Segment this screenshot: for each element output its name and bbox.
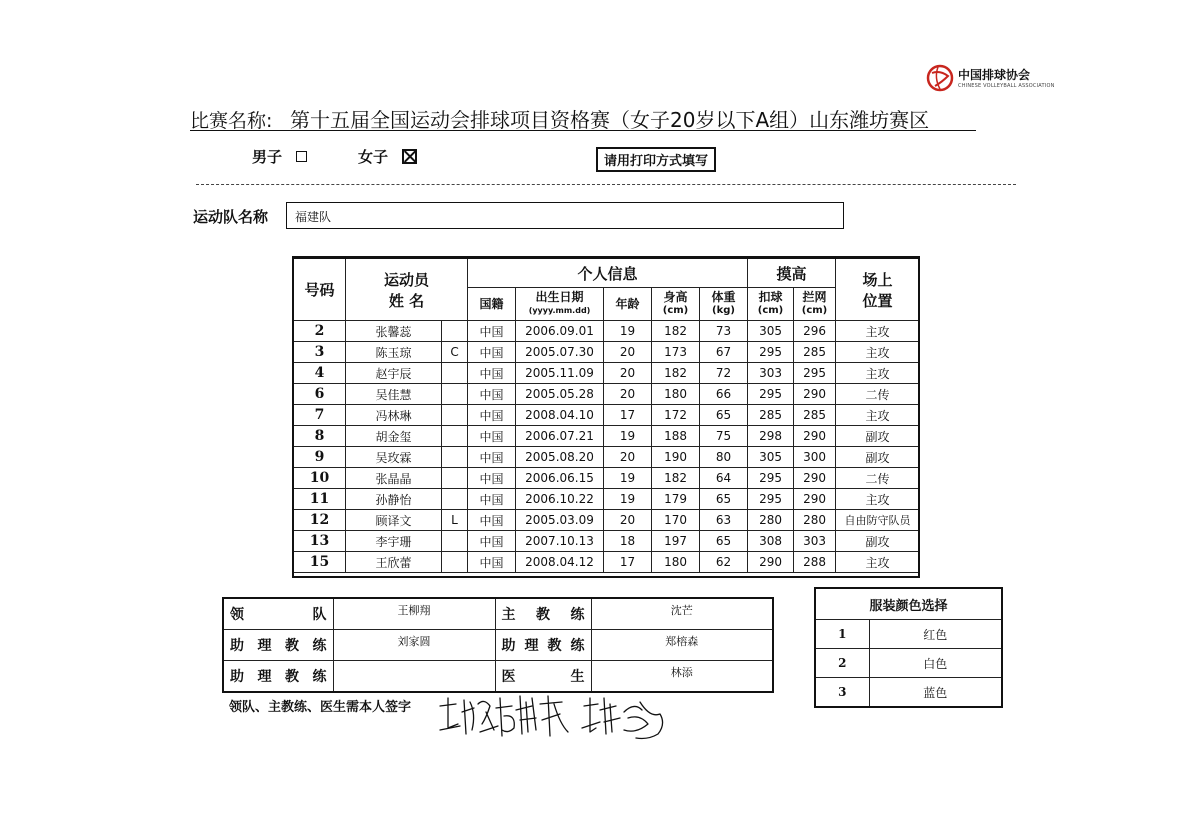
color-index-2: 2 [815, 649, 869, 678]
header-nationality: 国籍 [468, 288, 516, 321]
cell-mark [442, 426, 468, 447]
cell-name: 赵宇辰 [346, 363, 442, 384]
cell-name: 孙静怡 [346, 489, 442, 510]
cell-nationality: 中国 [468, 426, 516, 447]
cell-age: 20 [604, 342, 652, 363]
cell-birth: 2005.03.09 [516, 510, 604, 531]
cell-weight: 63 [700, 510, 748, 531]
cell-age: 19 [604, 426, 652, 447]
cell-height: 182 [652, 321, 700, 342]
cell-height: 173 [652, 342, 700, 363]
staff-table [222, 597, 774, 693]
cell-position: 副攻 [836, 531, 920, 552]
table-row [294, 552, 920, 573]
cell-mark [442, 489, 468, 510]
cell-age: 20 [604, 363, 652, 384]
cell-name: 李宇珊 [346, 531, 442, 552]
cell-spike: 305 [748, 321, 794, 342]
cell-nationality: 中国 [468, 510, 516, 531]
color-index-3: 3 [815, 678, 869, 708]
cell-age: 17 [604, 405, 652, 426]
cell-birth: 2006.10.22 [516, 489, 604, 510]
team-leader-value[interactable]: 王柳翔 [333, 598, 495, 630]
doctor-value[interactable]: 林添 [591, 661, 773, 693]
head-coach-value[interactable]: 沈芒 [591, 598, 773, 630]
cell-spike: 308 [748, 531, 794, 552]
cell-name: 张晶晶 [346, 468, 442, 489]
cell-height: 179 [652, 489, 700, 510]
header-athlete-line2: 姓 名 [388, 291, 425, 310]
table-row [294, 468, 920, 489]
header-height-unit: (cm) [662, 305, 689, 316]
cell-position: 二传 [836, 468, 920, 489]
cell-number: 9 [294, 447, 346, 468]
cell-nationality: 中国 [468, 342, 516, 363]
cell-birth: 2007.10.13 [516, 531, 604, 552]
cell-number: 12 [294, 510, 346, 531]
cell-height: 172 [652, 405, 700, 426]
cell-number: 2 [294, 321, 346, 342]
cell-mark [442, 531, 468, 552]
signature-label: 领队、主教练、医生需本人签字 [229, 700, 412, 715]
cell-weight: 72 [700, 363, 748, 384]
cell-age: 20 [604, 510, 652, 531]
cell-block: 290 [794, 468, 836, 489]
table-row [294, 405, 920, 426]
cell-name: 张馨蕊 [346, 321, 442, 342]
cell-block: 288 [794, 552, 836, 573]
cell-block: 285 [794, 342, 836, 363]
assistant-coach-label-1: 助 理 教 练 [223, 630, 333, 661]
cell-mark [442, 321, 468, 342]
header-birth-date-format: (yyyy.mm.dd) [528, 306, 591, 315]
cell-block: 285 [794, 405, 836, 426]
cell-height: 197 [652, 531, 700, 552]
cell-number: 10 [294, 468, 346, 489]
header-weight [700, 288, 748, 321]
table-row [294, 342, 920, 363]
cell-weight: 62 [700, 552, 748, 573]
table-row [294, 384, 920, 405]
assistant-coach-value-3[interactable]: 郑榕森 [591, 630, 773, 661]
cell-weight: 65 [700, 405, 748, 426]
header-position [836, 258, 920, 321]
cell-age: 19 [604, 468, 652, 489]
header-reach: 摸高 [748, 258, 836, 288]
cell-block: 296 [794, 321, 836, 342]
color-option-1[interactable]: 红色 [869, 620, 1002, 649]
table-row [294, 321, 920, 342]
cell-birth: 2006.06.15 [516, 468, 604, 489]
cell-nationality: 中国 [468, 405, 516, 426]
team-leader-label: 领 队 [223, 598, 333, 630]
header-weight-unit: (kg) [712, 305, 735, 316]
cell-name: 吴佳慧 [346, 384, 442, 405]
cell-weight: 64 [700, 468, 748, 489]
cell-age: 18 [604, 531, 652, 552]
cell-height: 180 [652, 384, 700, 405]
head-coach-label: 主 教 练 [495, 598, 591, 630]
cell-age: 19 [604, 489, 652, 510]
volleyball-logo-icon [926, 64, 954, 92]
assistant-coach-value-1[interactable]: 刘家圆 [333, 630, 495, 661]
association-logo [926, 64, 1055, 96]
color-option-3[interactable]: 蓝色 [869, 678, 1002, 708]
competition-name: 第十五届全国运动会排球项目资格赛（女子20岁以下A组）山东潍坊赛区 [290, 108, 930, 132]
table-row [294, 489, 920, 510]
cell-position: 主攻 [836, 321, 920, 342]
table-row [294, 531, 920, 552]
cell-height: 182 [652, 363, 700, 384]
cell-number: 8 [294, 426, 346, 447]
cell-number: 15 [294, 552, 346, 573]
cell-mark [442, 468, 468, 489]
male-label: 男子 [252, 148, 283, 166]
cell-mark [442, 552, 468, 573]
cell-name: 顾译文 [346, 510, 442, 531]
cell-age: 20 [604, 384, 652, 405]
cell-spike: 290 [748, 552, 794, 573]
cell-spike: 295 [748, 384, 794, 405]
handwritten-signature [436, 684, 686, 744]
cell-spike: 295 [748, 342, 794, 363]
logo-text: 中国排球协会 [958, 68, 1031, 82]
cell-position: 主攻 [836, 342, 920, 363]
cell-height: 180 [652, 552, 700, 573]
header-weight-label: 体重 [711, 290, 736, 304]
cell-position: 主攻 [836, 552, 920, 573]
cell-weight: 75 [700, 426, 748, 447]
header-position-line2: 位置 [862, 291, 893, 310]
cell-mark: L [442, 510, 468, 531]
roster-body [294, 321, 920, 573]
header-age: 年龄 [604, 288, 652, 321]
header-height [652, 288, 700, 321]
cell-nationality: 中国 [468, 489, 516, 510]
cell-weight: 66 [700, 384, 748, 405]
female-option[interactable] [358, 146, 417, 167]
cell-nationality: 中国 [468, 468, 516, 489]
cell-birth: 2008.04.10 [516, 405, 604, 426]
cell-nationality: 中国 [468, 363, 516, 384]
cell-nationality: 中国 [468, 384, 516, 405]
cell-position: 主攻 [836, 489, 920, 510]
cell-weight: 67 [700, 342, 748, 363]
cell-height: 188 [652, 426, 700, 447]
cell-spike: 285 [748, 405, 794, 426]
cell-birth: 2005.08.20 [516, 447, 604, 468]
cell-block: 303 [794, 531, 836, 552]
cell-nationality: 中国 [468, 531, 516, 552]
cell-position: 副攻 [836, 447, 920, 468]
cell-number: 3 [294, 342, 346, 363]
header-height-label: 身高 [663, 290, 688, 304]
roster-table [293, 257, 920, 573]
header-spike-unit: (cm) [757, 305, 784, 316]
table-row [294, 510, 920, 531]
cell-number: 4 [294, 363, 346, 384]
cell-name: 冯林琳 [346, 405, 442, 426]
cell-position: 主攻 [836, 363, 920, 384]
cell-mark [442, 363, 468, 384]
cell-spike: 303 [748, 363, 794, 384]
female-label: 女子 [358, 148, 389, 166]
header-birth-date [516, 288, 604, 321]
header-position-line1: 场上 [862, 270, 893, 289]
cell-name: 胡金玺 [346, 426, 442, 447]
competition-label: 比赛名称: [190, 110, 273, 132]
cell-mark [442, 405, 468, 426]
cell-position: 二传 [836, 384, 920, 405]
cell-birth: 2006.09.01 [516, 321, 604, 342]
cell-position: 自由防守队员 [836, 510, 920, 531]
header-athlete [346, 258, 468, 321]
table-row [294, 426, 920, 447]
cell-nationality: 中国 [468, 447, 516, 468]
cell-height: 170 [652, 510, 700, 531]
header-number: 号码 [294, 258, 346, 321]
doctor-label: 医 生 [495, 661, 591, 693]
cell-name: 王欣蕾 [346, 552, 442, 573]
print-instruction: 请用打印方式填写 [596, 147, 716, 172]
cell-number: 7 [294, 405, 346, 426]
color-option-2[interactable]: 白色 [869, 649, 1002, 678]
male-checkbox[interactable] [296, 151, 307, 162]
cell-number: 6 [294, 384, 346, 405]
cell-mark [442, 447, 468, 468]
cell-birth: 2008.04.12 [516, 552, 604, 573]
cell-age: 17 [604, 552, 652, 573]
team-name-field[interactable] [286, 202, 844, 229]
cell-birth: 2005.11.09 [516, 363, 604, 384]
cell-position: 主攻 [836, 405, 920, 426]
cell-block: 290 [794, 384, 836, 405]
header-block [794, 288, 836, 321]
color-index-1: 1 [815, 620, 869, 649]
cell-height: 190 [652, 447, 700, 468]
cell-mark [442, 384, 468, 405]
cell-birth: 2005.07.30 [516, 342, 604, 363]
cell-weight: 80 [700, 447, 748, 468]
cell-weight: 65 [700, 489, 748, 510]
cell-mark: C [442, 342, 468, 363]
header-birth-date-label: 出生日期 [535, 290, 584, 304]
team-name-label: 运动队名称 [193, 208, 269, 226]
cell-block: 300 [794, 447, 836, 468]
cell-age: 20 [604, 447, 652, 468]
uniform-color-title: 服装颜色选择 [815, 588, 1002, 620]
female-checkbox[interactable] [402, 149, 417, 164]
cell-position: 副攻 [836, 426, 920, 447]
cell-block: 290 [794, 489, 836, 510]
cell-height: 182 [652, 468, 700, 489]
cell-block: 280 [794, 510, 836, 531]
header-athlete-line1: 运动员 [384, 270, 430, 289]
table-row [294, 363, 920, 384]
cell-nationality: 中国 [468, 552, 516, 573]
header-block-unit: (cm) [801, 305, 828, 316]
cell-weight: 73 [700, 321, 748, 342]
logo-subtext: CHINESE VOLLEYBALL ASSOCIATION [958, 83, 1055, 89]
cell-birth: 2006.07.21 [516, 426, 604, 447]
assistant-coach-label-3: 助 理 教 练 [223, 661, 333, 693]
header-personal-info: 个人信息 [468, 258, 748, 288]
cell-number: 11 [294, 489, 346, 510]
cell-name: 吴玫霖 [346, 447, 442, 468]
male-option[interactable] [252, 146, 307, 167]
header-block-label: 拦网 [802, 290, 827, 304]
cell-name: 陈玉琼 [346, 342, 442, 363]
dashed-divider [196, 184, 1016, 185]
cell-block: 295 [794, 363, 836, 384]
cell-spike: 298 [748, 426, 794, 447]
cell-spike: 295 [748, 468, 794, 489]
cell-number: 13 [294, 531, 346, 552]
header-spike [748, 288, 794, 321]
cell-spike: 295 [748, 489, 794, 510]
header-spike-label: 扣球 [758, 290, 783, 304]
team-name-value: 福建队 [295, 210, 332, 224]
cell-block: 290 [794, 426, 836, 447]
cell-nationality: 中国 [468, 321, 516, 342]
assistant-coach-label-2: 助 理 教 练 [495, 630, 591, 661]
cell-age: 19 [604, 321, 652, 342]
cell-birth: 2005.05.28 [516, 384, 604, 405]
cell-spike: 305 [748, 447, 794, 468]
uniform-color-table [814, 587, 1003, 708]
table-row [294, 447, 920, 468]
competition-underline [190, 130, 976, 131]
cell-weight: 65 [700, 531, 748, 552]
cell-spike: 280 [748, 510, 794, 531]
